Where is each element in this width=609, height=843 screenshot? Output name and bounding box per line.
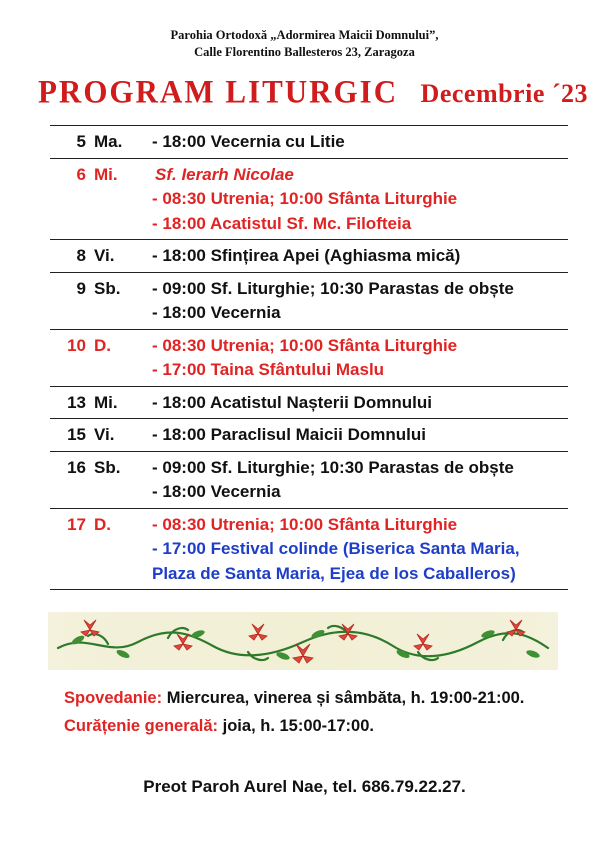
title-main: PROGRAM LITURGIC <box>38 73 399 110</box>
row-weekday: Vi. <box>94 246 115 265</box>
schedule-row <box>50 240 568 273</box>
row-day: 15 <box>67 425 86 444</box>
schedule-row <box>50 273 568 330</box>
schedule-row <box>50 330 568 387</box>
row-weekday: Mi. <box>94 392 118 412</box>
row-event: Plaza de Santa Maria, Ejea de los Caballeros) <box>152 563 516 583</box>
row-feast: Sf. Ierarh Nicolae <box>155 164 294 184</box>
schedule-row <box>50 452 568 509</box>
cleaning-text: joia, h. 15:00-17:00. <box>218 717 374 735</box>
row-weekday: D. <box>94 335 111 355</box>
row-event: - 18:00 Vecernia <box>152 303 281 322</box>
row-day: 9 <box>76 278 86 298</box>
row-day: 8 <box>76 246 86 265</box>
row-day: 17 <box>67 514 86 534</box>
cleaning-label: Curățenie generală: <box>64 717 219 735</box>
row-event: - 08:30 Utrenia; 10:00 Sfânta Liturghie <box>152 335 458 355</box>
row-weekday: D. <box>94 514 111 534</box>
title-month: Decembrie ´23 <box>420 79 589 108</box>
confession-text: Miercurea, vinerea și sâmbăta, h. 19:00-21:00. <box>162 689 525 707</box>
schedule-row <box>50 509 568 591</box>
confession-note <box>64 684 524 712</box>
schedule-row <box>50 126 568 159</box>
row-day: 5 <box>76 132 86 151</box>
row-event: - 18:00 Acatistul Nașterii Domnului <box>152 392 432 412</box>
row-event: - 09:00 Sf. Liturghie; 10:30 Parastas de obște <box>152 457 514 477</box>
row-day: 16 <box>67 457 86 477</box>
row-event: - 08:30 Utrenia; 10:00 Sfânta Liturghie <box>152 514 458 534</box>
cleaning-note <box>64 712 524 740</box>
schedule-row <box>50 387 568 420</box>
row-event: - 18:00 Vecernia cu Litie <box>152 132 345 151</box>
row-weekday: Sb. <box>94 278 121 298</box>
schedule-row <box>50 419 568 452</box>
row-weekday: Ma. <box>94 132 123 151</box>
row-day: 10 <box>67 335 86 355</box>
row-event: - 18:00 Sfințirea Apei (Aghiasma mică) <box>152 246 461 265</box>
row-event: - 09:00 Sf. Liturghie; 10:30 Parastas de obște <box>152 278 514 298</box>
schedule-row <box>50 159 568 241</box>
page-title <box>38 73 589 110</box>
row-event: - 08:30 Utrenia; 10:00 Sfânta Liturghie <box>152 189 458 208</box>
row-event: - 18:00 Paraclisul Maicii Domnului <box>152 425 426 444</box>
floral-vine-icon <box>48 612 558 670</box>
row-day: 6 <box>76 164 86 184</box>
row-weekday: Mi. <box>94 164 118 184</box>
schedule-table <box>50 125 568 590</box>
row-weekday: Sb. <box>94 457 121 477</box>
floral-ornament <box>48 612 558 670</box>
row-event: - 17:00 Festival colinde (Biserica Santa Maria, <box>152 539 520 558</box>
notes <box>64 684 524 740</box>
row-event: - 18:00 Vecernia <box>152 482 281 501</box>
priest-contact: Preot Paroh Aurel Nae, tel. 686.79.22.27. <box>143 777 466 796</box>
row-day: 13 <box>67 392 86 412</box>
confession-label: Spovedanie: <box>64 689 163 707</box>
row-weekday: Vi. <box>94 425 115 444</box>
parish-address: Calle Florentino Ballesteros 23, Zaragoza <box>194 45 415 59</box>
parish-name: Parohia Ortodoxă „Adormirea Maicii Domnului”, <box>170 28 439 42</box>
row-event: - 18:00 Acatistul Sf. Mc. Filofteia <box>152 213 412 233</box>
row-event: - 17:00 Taina Sfântului Maslu <box>152 360 385 379</box>
